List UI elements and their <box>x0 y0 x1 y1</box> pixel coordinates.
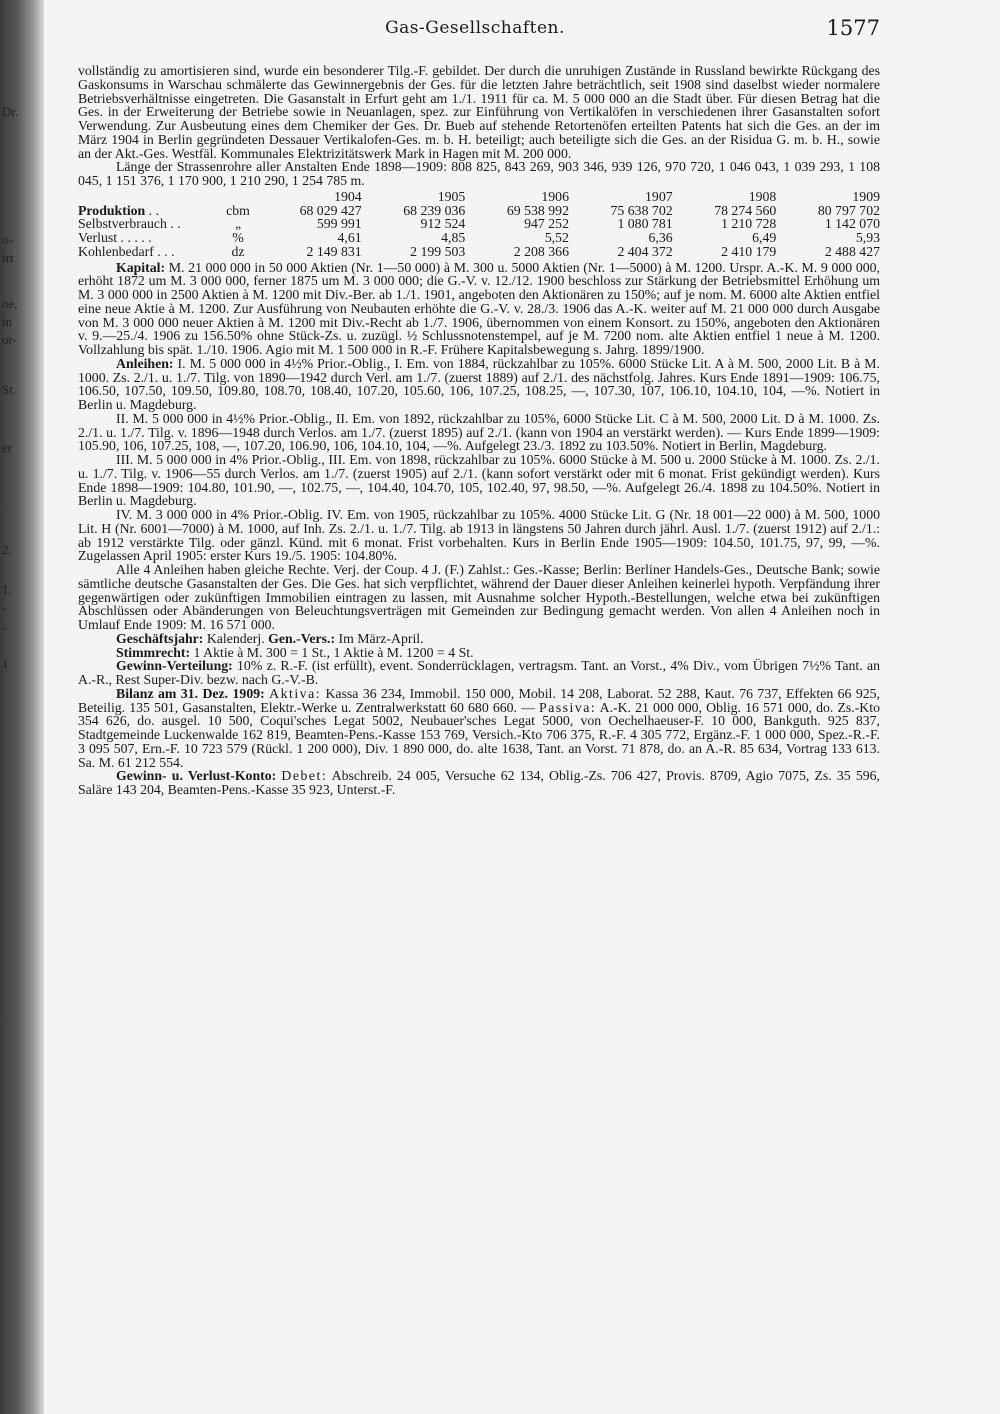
gewinn-verteilung-section <box>78 659 880 687</box>
anleihen-paragraph: III. M. 5 000 000 in 4% Prior.-Oblig., III. Em. von 1898, rückzahlbar zu 105%. 6000 Stücke à M. 500 u. 2000 Stücke à M. 1000. Zs. 2./1. u. 1./7. Tilg. v. 1906—55 durch Verlos. am 1./7. (zuerst 1905) auf 2./1. (kann sofort verstärkt oder mit 6 monat. Frist gekündigt werden). Kurs Ende 1898—1909: 104.80, 101.90, —, 102.75, —, 104.40, 104.70, 105, 102.40, 97, 98.50, —%. Aufgelegt 26./4. 1898 zu 104.50%. Notiert in Berlin u. Magdeburg. <box>78 452 880 509</box>
anleihen-paragraph: II. M. 5 000 000 in 4½% Prior.-Oblig., II. Em. von 1892, rückzahlbar zu 105%, 6000 Stücke Lit. C à M. 500, 2000 Lit. D à M. 1000. Zs. 2./1. u. 1./7. Tilg. v. 1896—1948 durch Verlos. am 1./7. (zuerst 1895) auf 2./1. (kann von 1904 an verstärkt werden). — Kurs Ende 1899—1909: 105.90, 106, 107.25, 108, —, 107.20, 106.90, 106, 104.10, 104, —%. Aufgelegt 23./3. 1892 zu 103.50%. Notiert in Berlin, Magdeburg. <box>78 410 880 454</box>
section-label: Kapital: <box>116 259 166 275</box>
margin-fragment: St. <box>2 382 17 397</box>
section-text: A.-K. 21 000 000, Oblig. 16 571 000, do. Zs.-Kto 354 626, do. ausgel. 10 500, Coqui'sches Legat 5002, Neubauer'sches Legat 5000, von Oechelhaeuser-F. 10 000, Bankguth. 925 837, Stadtgemeinde Luckenwalde 162 819, Beamten-Pens.-Kasse 153 769, Versich.-Kto 706 375, R.-F. 4 305 772, Ergänz.-F. 1 000 000, Spez.-R.-F. 3 095 507, Ern.-F. 10 723 579 (Rückl. 1 200 000), Div. 1 890 000, do. alte 1638, Tant. an Vorst. 71 878, do. an A.-R. 85 634, Vortrag 133 613. Sa. M. 61 212 554. <box>78 699 880 770</box>
section-label: Geschäftsjahr: <box>116 630 204 646</box>
margin-fragment: 1 <box>2 656 9 671</box>
table-cell: 2 410 179 <box>721 243 777 259</box>
year-header: 1908 <box>748 188 777 204</box>
section-text: Kassa 36 234, Immobil. 150 000, Mobil. 14 208, Laborat. 52 288, Kaut. 76 737, Effekten 66 925, Beteilig. 135 501, Gasanstalten, Elektr.-Werke u. Zentralwerkstatt 60 680 660. — <box>78 685 880 715</box>
row-unit: „ <box>234 216 242 232</box>
margin-fragment: u- <box>2 232 13 247</box>
table-cell: 80 797 702 <box>817 202 880 218</box>
anleihen-paragraph: Alle 4 Anleihen haben gleiche Rechte. Verj. der Coup. 4 J. (F.) Zahlst.: Ges.-Kasse; Berlin: Berliner Handels-Ges., Deutsche Bank; sowie sämtliche deutsche Gasanstalten der Ges. Die Ges. hat sich verpflichtet, während der Dauer dieser Anleihen keinerlei hypoth. Verpfändung ihrer gegenwärtigen oder zukünftigen Immobilien eintragen zu lassen, mit Ausnahme solcher Hypoth.-Bestellungen, welche etwa bei zukünftigen Abschlüssen oder Abänderungen von Beleuchtungsverträgen mit Gemeinden zur Bedingung gemacht werden. Von allen 4 Anleihen noch in Umlauf Ende 1909: M. 16 571 000. <box>78 562 880 632</box>
section-text: Abschreib. 24 005, Versuche 62 134, Oblig.-Zs. 706 427, Provis. 8709, Agio 7075, Zs. 35 596, Saläre 143 204, Beamten-Pens.-Kasse 35 923, Unterst.-F. <box>78 768 881 797</box>
kapital-section <box>78 261 880 357</box>
pipe-length-paragraph: Länge der Strassenrohre aller Anstalten Ende 1898—1909: 808 825, 843 269, 903 346, 939 126, 970 720, 1 046 043, 1 039 293, 1 108 045, 1 151 376, 1 170 900, 1 210 290, 1 254 785 m. <box>78 159 880 188</box>
margin-fragment: in <box>2 314 13 329</box>
bilanz-section <box>78 687 880 770</box>
table-cell: 912 524 <box>420 216 466 232</box>
verlust-konto-section <box>78 769 880 797</box>
margin-fragment: - <box>2 600 7 615</box>
margin-fragment: or- <box>2 332 17 347</box>
page-header <box>70 18 880 42</box>
passiva-label: Passiva: <box>539 699 597 715</box>
table-cell: 75 638 702 <box>610 202 673 218</box>
section-label: Gen.-Vers.: <box>268 630 336 646</box>
year-header: 1906 <box>541 188 569 204</box>
margin-fragment: er <box>2 440 13 455</box>
section-label: Anleihen: <box>116 355 174 371</box>
section-label: Bilanz am 31. Dez. 1909: <box>116 685 265 701</box>
table-cell: 6,49 <box>752 230 777 245</box>
table-cell: 947 252 <box>524 216 569 232</box>
table-cell: 68 029 427 <box>299 202 362 218</box>
debet-label: Debet: <box>281 768 328 784</box>
table-cell: 2 208 366 <box>513 243 569 259</box>
section-text: Kalenderj. <box>206 630 265 646</box>
section-label: Stimmrecht: <box>116 644 191 660</box>
table-cell: 2 149 831 <box>306 243 362 259</box>
table-cell: 4,85 <box>441 230 466 245</box>
section-text: I. M. 5 000 000 in 4½% Prior.-Oblig., I. Em. von 1884, rückzahlbar zu 105%. 6000 Stücke Lit. A à M. 500, 2000 Lit. B à M. 1000. Zs. 2./1. u. 1./7. Tilg. von 1890—1942 durch Verl. am 1./7. (zuerst 1889) auf 2./1. des nächstfolg. Jahres. Kurs Ende 1891—1909: 106.75, 106.50, 107.50, 109.50, 109.80, 108.70, 108.40, 107.20, 105.60, 106, 107.25, 108.25, —, 107.30, 107, 106.10, 104.10, 104, —%. Notiert in Berlin u. Magdeburg. <box>78 355 880 412</box>
leader-dots: . . <box>166 216 181 232</box>
table-cell: 5,52 <box>544 230 569 245</box>
book-spine-shadow <box>0 0 44 1414</box>
intro-paragraph: vollständig zu amortisieren sind, wurde ein besonderer Tilg.-F. gebildet. Der durch die unruhigen Zustände in Russland bewirkte Rückgang des Gaskonsums in Warschau schmälerte das Gewinnergebnis der Ges. für die letzten Jahre beträchtlich, seit 1908 sind daselbst wieder normalere Betriebsverhältnisse eingetreten. Die Gasanstalt in Erfurt geht am 1./1. 1911 für ca. M. 5 000 000 an die Stadt über. Für diesen Betrag hat die Ges. in der Erweiterung der Betriebe sowie in Neuanlagen, spez. zur Einführung von Vertikalöfen in verschiedenen ihrer Gasanstalten sofort Verwendung. Zur Ausbeutung eines dem Chemiker der Ges. Dr. Bueb auf stehende Retortenöfen erteilten Patents hat sich die Ges. an der im März 1904 in Berlin gegründeten Dessauer Vertikalofen-Ges. m. b. H. beteiligt; auch beteiligte sich die Ges. an der Risidua G. m. b. H., sowie an der Akt.-Ges. Westfäl. Kommunales Elektrizitätswerk Mark in Hagen mit M. 200 000. <box>78 63 880 161</box>
row-unit: cbm <box>226 202 250 218</box>
table-cell: 5,93 <box>855 230 880 245</box>
year-header: 1909 <box>852 188 880 204</box>
margin-fragment: - <box>2 620 7 635</box>
row-label: Selbstverbrauch <box>78 216 167 232</box>
table-cell: 2 488 427 <box>824 243 880 259</box>
page-body <box>78 64 880 797</box>
row-label: Verlust <box>78 230 118 245</box>
table-cell: 599 991 <box>316 216 362 232</box>
table-row <box>78 245 880 259</box>
table-row <box>78 231 880 245</box>
table-row <box>78 217 880 231</box>
running-title: Gas-Gesellschaften. <box>385 18 565 38</box>
section-label: Gewinn-Verteilung: <box>116 658 233 674</box>
row-label: Produktion <box>78 202 146 218</box>
page-number: 1577 <box>826 16 880 40</box>
table-cell: 68 239 036 <box>403 202 466 218</box>
production-header-row <box>78 190 880 204</box>
margin-fragment: 1. <box>2 582 12 597</box>
year-header: 1905 <box>437 188 466 204</box>
row-label: Kohlenbedarf <box>78 243 154 259</box>
table-cell: 1 142 070 <box>824 216 880 232</box>
table-cell: 1 080 781 <box>617 216 673 232</box>
leader-dots: . . . <box>153 243 175 259</box>
section-text: M. 21 000 000 in 50 000 Aktien (Nr. 1—50 000) à M. 300 u. 5000 Aktien (Nr. 1—5000) à M. 1200. Urspr. A.-K. M. 9 000 000, erhöht 1872 um M. 3 000 000, ferner 1875 um M. 3 000 000; die G.-V. v. 12./12. 1900 beschloss zur Stärkung der Betriebsmittel Erhöhung um M. 3 000 000 in 2500 Aktien à M. 1200 mit Div.-Ber. ab 1./1. 1901, angeboten den Aktionären zu 150%; auf je nom. M. 6000 alte Aktien entfiel eine neue Aktie à M. 1200. Zur Ausführung von Neubauten erhöhte die G.-V. v. 28./3. 1906 das A.-K. weiter auf M. 21 000 000 durch Ausgabe von M. 3 000 000 neuer Aktien à M. 1200 mit Div.-Recht ab 1./7. 1906, übernommen von einem Konsort. zu 150%, angeboten den Aktionären v. 9.—25./4. 1906 zu 156.50% ohne Stück-Zs. u. zuzügl. ½ Schlussnotenstempel, auf je M. 7200 nom. alte Aktien entfiel 1 neue à M. 1200. Vollzahlung bis spät. 1./10. 1906. Agio mit M. 1 500 000 in R.-F. Frühere Kapitalsbewegung s. Jahrg. 1899/1900. <box>78 259 881 357</box>
aktiva-label: Aktiva: <box>269 685 322 701</box>
year-header: 1904 <box>334 188 362 204</box>
anleihen-section <box>78 357 880 412</box>
table-cell: 69 538 992 <box>506 202 569 218</box>
table-cell: 4,61 <box>337 230 362 245</box>
production-table <box>78 190 880 259</box>
table-row <box>78 204 880 218</box>
year-header: 1907 <box>645 188 673 204</box>
table-cell: 6,36 <box>648 230 673 245</box>
section-text: 10% z. R.-F. (ist erfüllt), event. Sonderrücklagen, vertragsm. Tant. an Vorst., 4% Div., vom Übrigen 7½% Tant. an A.-R., Rest Super-Div. bezw. nach G.-V.-B. <box>78 658 880 687</box>
table-cell: 1 210 728 <box>721 216 777 232</box>
row-unit: dz <box>231 243 245 259</box>
table-cell: 2 199 503 <box>410 243 466 259</box>
geschaeftsjahr-section <box>78 632 880 646</box>
section-text: 1 Aktie à M. 300 = 1 St., 1 Aktie à M. 1200 = 4 St. <box>193 644 474 660</box>
row-unit: % <box>232 230 244 245</box>
margin-fragment: 2. <box>2 542 12 557</box>
leader-dots: . . <box>145 202 160 218</box>
table-cell: 2 404 372 <box>617 243 673 259</box>
section-label: Gewinn- u. Verlust-Konto: <box>116 768 277 784</box>
leader-dots: . . . . . <box>117 230 152 245</box>
margin-fragment: ne, <box>2 296 18 311</box>
margin-fragment: Dr. <box>2 104 19 119</box>
table-cell: 78 274 560 <box>714 202 777 218</box>
anleihen-paragraph: IV. M. 3 000 000 in 4% Prior.-Oblig. IV. Em. von 1905, rückzahlbar zu 105%. 4000 Stücke Lit. G (Nr. 18 001—22 000) à M. 500, 1000 Lit. H (Nr. 6001—7000) à M. 1000, auf Inh. Zs. 2./1. u. 1./7. Tilg. ab 1913 in längstens 50 Jahren durch jährl. Ausl. 1./7. (zuerst 1912) auf 2./1.: ab 1912 verstärkte Tilg. oder gänzl. Künd. mit 6 monat. Frist vorbehalten. Kurs in Berlin Ende 1905—1909: 104.50, 101.75, 97, 99, —%. Zugelassen April 1905: erster Kurs 19./5. 1905: 104.80%. <box>78 507 880 564</box>
margin-fragment: irt <box>2 250 14 265</box>
section-text: Im März-April. <box>338 630 424 646</box>
